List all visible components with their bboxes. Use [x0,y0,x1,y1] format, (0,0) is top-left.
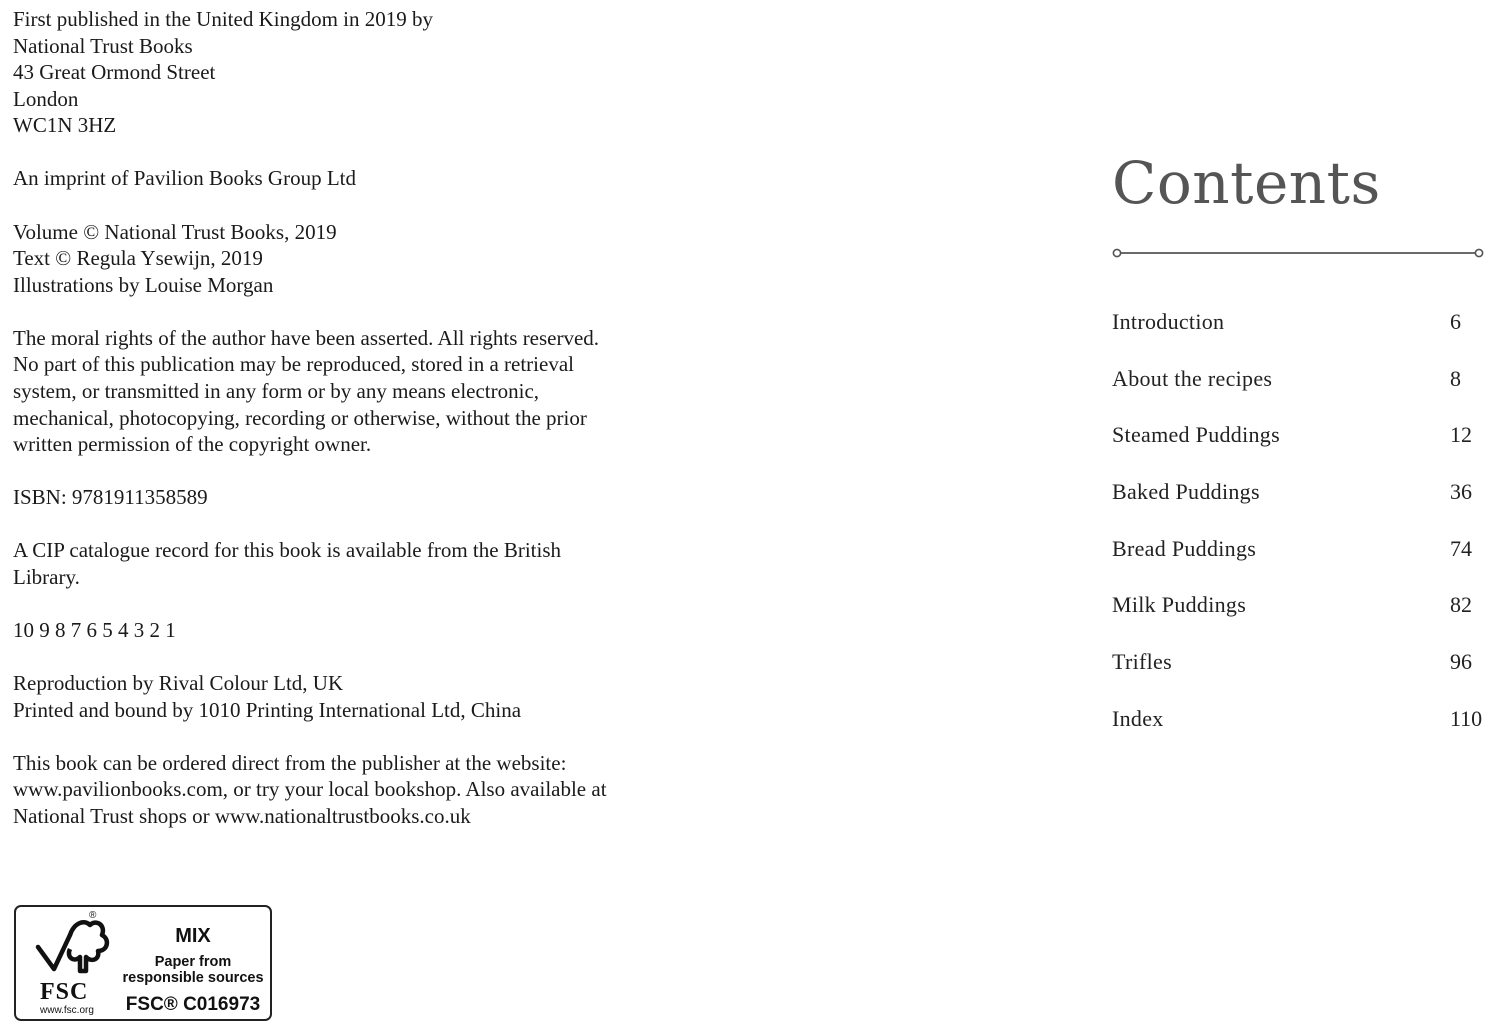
fsc-paper-line: Paper from [154,954,232,970]
fsc-wordmark: FSC [40,979,89,1005]
publication-line: WC1N 3HZ [13,113,117,138]
toc-entry-index[interactable] [1112,703,1492,760]
production-block [13,670,653,723]
publication-line: London [13,86,79,111]
isbn: ISBN: 9781911358589 [13,485,208,510]
toc-entry-label: Introduction [1112,309,1225,334]
credit-line: Illustrations by Louise Morgan [13,272,274,297]
toc-entry-page: 6 [1450,309,1461,334]
cip-line: Library. [13,565,80,589]
rights-line: written permission of the copyright owner. [13,432,372,457]
credit-line: Volume © National Trust Books, 2019 [13,219,337,244]
toc-entry-page: 36 [1450,479,1472,505]
production-line: Reproduction by Rival Colour Ltd, UK [13,671,344,696]
toc-entry-milk-puddings[interactable] [1112,589,1492,646]
fsc-paper-line: responsible sources [122,970,264,986]
fsc-mix-label: MIX [175,925,211,947]
publication-block [13,6,653,139]
publication-line: National Trust Books [13,33,193,58]
fsc-certification-badge [14,905,272,1021]
toc-entry-baked-puddings[interactable] [1112,476,1492,533]
contents-title: Contents [1112,149,1381,217]
toc-entry-page: 74 [1450,535,1472,561]
ornamental-divider [1112,246,1484,260]
toc-entry-page: 12 [1450,422,1472,448]
toc-entry-page: 110 [1450,705,1483,731]
fsc-license-code: FSC® C016973 [125,994,261,1015]
copyright-page [13,6,653,856]
toc-entry-label: About the recipes [1112,365,1273,391]
toc-entry-page: 96 [1450,649,1472,675]
fsc-registered-mark: ® [89,910,97,921]
toc-entry-trifles[interactable] [1112,646,1492,703]
fsc-tree-check-icon [24,913,114,983]
toc-entry-label: Bread Puddings [1112,535,1257,561]
toc-entry-page: 82 [1450,592,1472,618]
toc-entry-label: Steamed Puddings [1112,422,1280,448]
toc-entry-steamed-puddings[interactable] [1112,419,1492,476]
toc-entry-label: Milk Puddings [1112,592,1247,618]
fsc-paper-source [118,954,268,986]
rights-line: mechanical, photocopying, recording or otherwise, without the prior [13,405,587,430]
toc-entry-label: Baked Puddings [1112,479,1260,505]
rights-block [13,325,653,458]
credit-line: Text © Regula Ysewijn, 2019 [13,246,263,271]
ordering-block [13,750,653,830]
isbn-block [13,484,653,511]
print-run: 10 9 8 7 6 5 4 3 2 1 [13,618,176,643]
cip-block [13,537,653,590]
print-run-block [13,617,653,644]
ordering-line: This book can be ordered direct from the publisher at the website: [13,750,567,775]
publication-line: First published in the United Kingdom in 2019 by [13,7,433,31]
contents-page [1112,0,1500,1024]
toc-entry-page: 8 [1450,365,1461,391]
toc-entry-label: Trifles [1112,649,1172,675]
imprint-block [13,165,653,192]
ordering-line: National Trust shops or www.nationaltrustbooks.co.uk [13,804,471,829]
toc-entry-label: Index [1112,705,1164,731]
rights-line: system, or transmitted in any form or by any means electronic, [13,379,540,404]
production-line: Printed and bound by 1010 Printing International Ltd, China [13,697,522,722]
toc-entry-about-the-recipes[interactable] [1112,363,1492,420]
table-of-contents [1112,306,1492,760]
cip-line: A CIP catalogue record for this book is available from the British [13,538,562,563]
imprint-line: An imprint of Pavilion Books Group Ltd [13,166,356,191]
publication-line: 43 Great Ormond Street [13,60,216,85]
fsc-website: www.fsc.org [40,1005,94,1016]
toc-entry-introduction[interactable] [1112,306,1492,363]
toc-entry-bread-puddings[interactable] [1112,533,1492,590]
rights-line: The moral rights of the author have been asserted. All rights reserved. [13,325,600,350]
rights-line: No part of this publication may be reproduced, stored in a retrieval [13,352,574,377]
credits-block [13,219,653,299]
ordering-line: www.pavilionbooks.com, or try your local bookshop. Also available at [13,777,607,802]
